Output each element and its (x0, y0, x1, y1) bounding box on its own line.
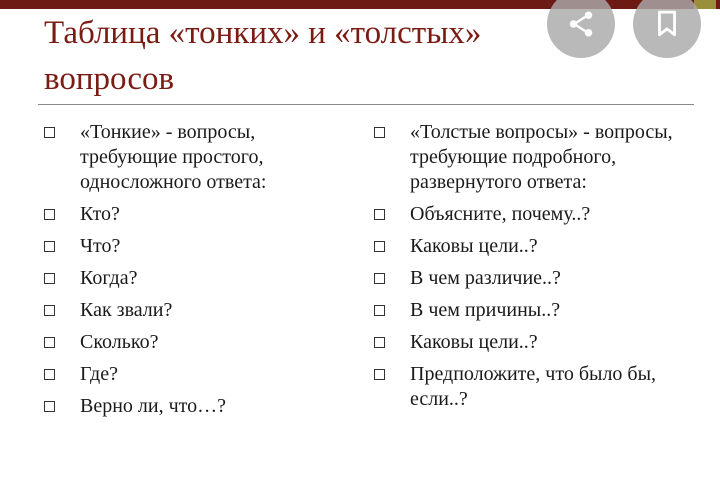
list-item-text: В чем причины..? (410, 299, 561, 321)
list-item (44, 202, 344, 227)
slide-top-bar (0, 0, 720, 9)
square-bullet-icon (44, 127, 55, 138)
list-item (374, 120, 694, 195)
thin-questions-list (44, 120, 344, 426)
bookmark-button[interactable] (633, 0, 701, 58)
square-bullet-icon (44, 305, 55, 316)
list-item-text: В чем различие..? (410, 267, 561, 289)
list-item-text: «Тонкие» - вопросы, требующие простого, односложного ответа: (80, 121, 267, 193)
square-bullet-icon (374, 273, 385, 284)
list-item (44, 298, 344, 323)
title-divider (38, 104, 694, 105)
list-item (44, 394, 344, 419)
square-bullet-icon (44, 209, 55, 220)
list-item-text: Предположите, что было бы, если..? (410, 363, 657, 410)
slide-title-line-1: Таблица «тонких» и «толстых» (44, 15, 482, 51)
square-bullet-icon (374, 369, 385, 380)
list-item (44, 330, 344, 355)
share-icon (566, 9, 596, 39)
thick-questions-list (374, 120, 694, 419)
list-item-text: Объясните, почему..? (410, 203, 591, 225)
list-item-text: Как звали? (80, 299, 173, 321)
square-bullet-icon (374, 241, 385, 252)
square-bullet-icon (374, 209, 385, 220)
list-item (44, 266, 344, 291)
list-item-text: «Толстые вопросы» - вопросы, требующие подробного, развернутого ответа: (410, 121, 673, 193)
list-item-text: Каковы цели..? (410, 235, 538, 257)
list-item-text: Кто? (80, 203, 120, 225)
list-item (374, 202, 694, 227)
list-item (374, 330, 694, 355)
square-bullet-icon (374, 127, 385, 138)
list-item-text: Каковы цели..? (410, 331, 538, 353)
slide-title (44, 10, 604, 102)
list-item (374, 266, 694, 291)
bookmark-icon (654, 10, 680, 38)
list-item-text: Верно ли, что…? (80, 395, 227, 417)
square-bullet-icon (44, 401, 55, 412)
list-item-text: Где? (80, 363, 118, 385)
list-item-text: Сколько? (80, 331, 159, 353)
list-item (374, 362, 694, 412)
square-bullet-icon (374, 337, 385, 348)
square-bullet-icon (44, 273, 55, 284)
square-bullet-icon (374, 305, 385, 316)
slide-title-line-2: вопросов (44, 61, 175, 97)
list-item (374, 298, 694, 323)
square-bullet-icon (44, 369, 55, 380)
square-bullet-icon (44, 241, 55, 252)
list-item (44, 362, 344, 387)
list-item (44, 120, 344, 195)
list-item-text: Когда? (80, 267, 138, 289)
list-item (374, 234, 694, 259)
list-item-text: Что? (80, 235, 121, 257)
square-bullet-icon (44, 337, 55, 348)
list-item (44, 234, 344, 259)
